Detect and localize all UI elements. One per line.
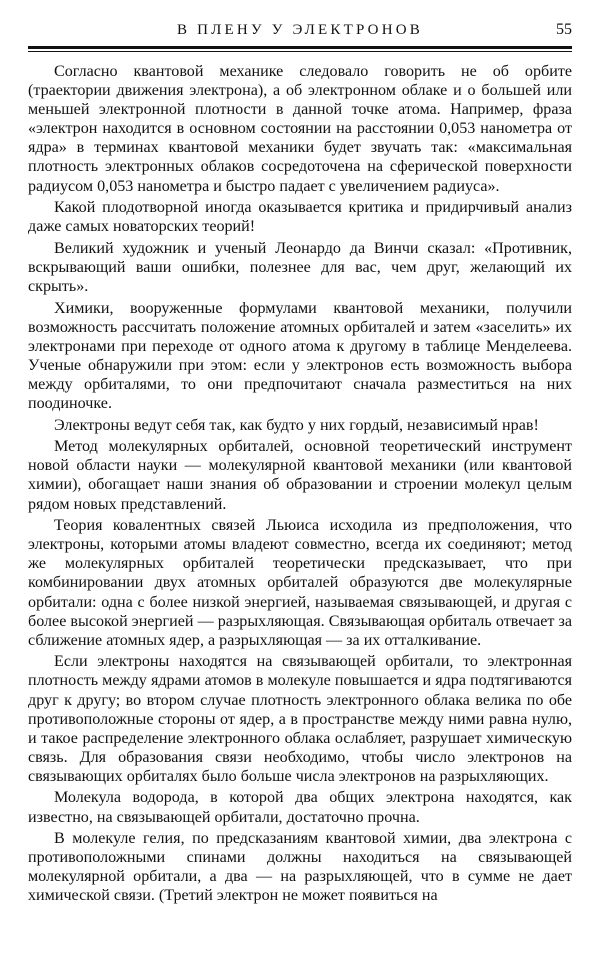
page-number: 55 [556,21,572,38]
header-rule-thin [28,51,572,52]
paragraph: Молекула водорода, в которой два общих электрона находятся, как известно, на связывающей орбитали, достаточно прочна. [28,789,572,826]
paragraph: Согласно квантовой механике следовало говорить не об орбите (траектории движения электрона), а об электронном облаке и о большей или меньшей электронной плотности в данной точке атома. Например, фраза «электрон находится в основном состоянии на расстоянии 0,053 нанометра от ядра» в терминах квантовой механики будет звучать так: «максимальная плотность электронных облаков сосредоточена на сферической поверхности радиусом 0,053 нанометра и быстро падает с увеличением радиуса». [28,63,572,195]
body-text [28,62,572,908]
header-rule-thick [28,46,572,49]
paragraph: В молекуле гелия, по предсказаниям квантовой химии, два электрона с противоположными спинами должны находиться на связывающей молекулярной орбитали, а два — на разрыхляющей, что в сумме не дает химической связи. (Третий электрон не может появиться на [28,830,572,905]
paragraph: Метод молекулярных орбиталей, основной теоретический инструмент новой области науки — молекулярной квантовой механики (или квантовой химии), обогащает наши знания об образовании и строении молекул целым рядом новых представлений. [28,438,572,513]
paragraph: Теория ковалентных связей Льюиса исходила из предположения, что электроны, которыми атомы владеют совместно, всегда их соединяют; метод же молекулярных орбиталей теоретически предсказывает, что при комбинировании двух атомных орбиталей образуются две молекулярные орбитали: одна с более низкой энергией, называемая связывающей, и другая с более высокой энергией — разрыхляющая. Связывающая орбиталь отвечает за сближение атомных ядер, а разрыхляющая — за их отталкивание. [28,517,572,649]
paragraph: Если электроны находятся на связывающей орбитали, то электронная плотность между ядрами атомов в молекуле повышается и ядра подтягиваются друг к другу; во втором случае плотность электронного облака велика по обе противоположные стороны от ядер, а в пространстве между ними равна нулю, и такое распределение электронного облака ослабляет, разрушает химическую связь. Для образования связи необходимо, чтобы число электронов на связывающих орбиталях было больше числа электронов на разрыхляющих. [28,653,572,785]
paragraph: Электроны ведут себя так, как будто у них гордый, независимый нрав! [54,416,539,434]
paragraph: Какой плодотворной иногда оказывается критика и придирчивый анализ даже самых новаторских теорий! [28,199,572,236]
running-title: В ПЛЕНУ У ЭЛЕКТРОНОВ [177,22,423,38]
running-head [28,18,572,44]
paragraph: Великий художник и ученый Леонардо да Винчи сказал: «Противник, вскрывающий ваши ошибки, полезнее для вас, чем друг, желающий их скрыть». [28,239,572,296]
paragraph: Химики, вооруженные формулами квантовой механики, получили возможность рассчитать положение атомных орбиталей и затем «заселить» их электронами при переходе от одного атома к другому в таблице Менделеева. Ученые обнаружили при этом: если у электронов есть возможность выбора между орбиталями, то они предпочитают сначала разместиться на них поодиночке. [28,299,572,413]
